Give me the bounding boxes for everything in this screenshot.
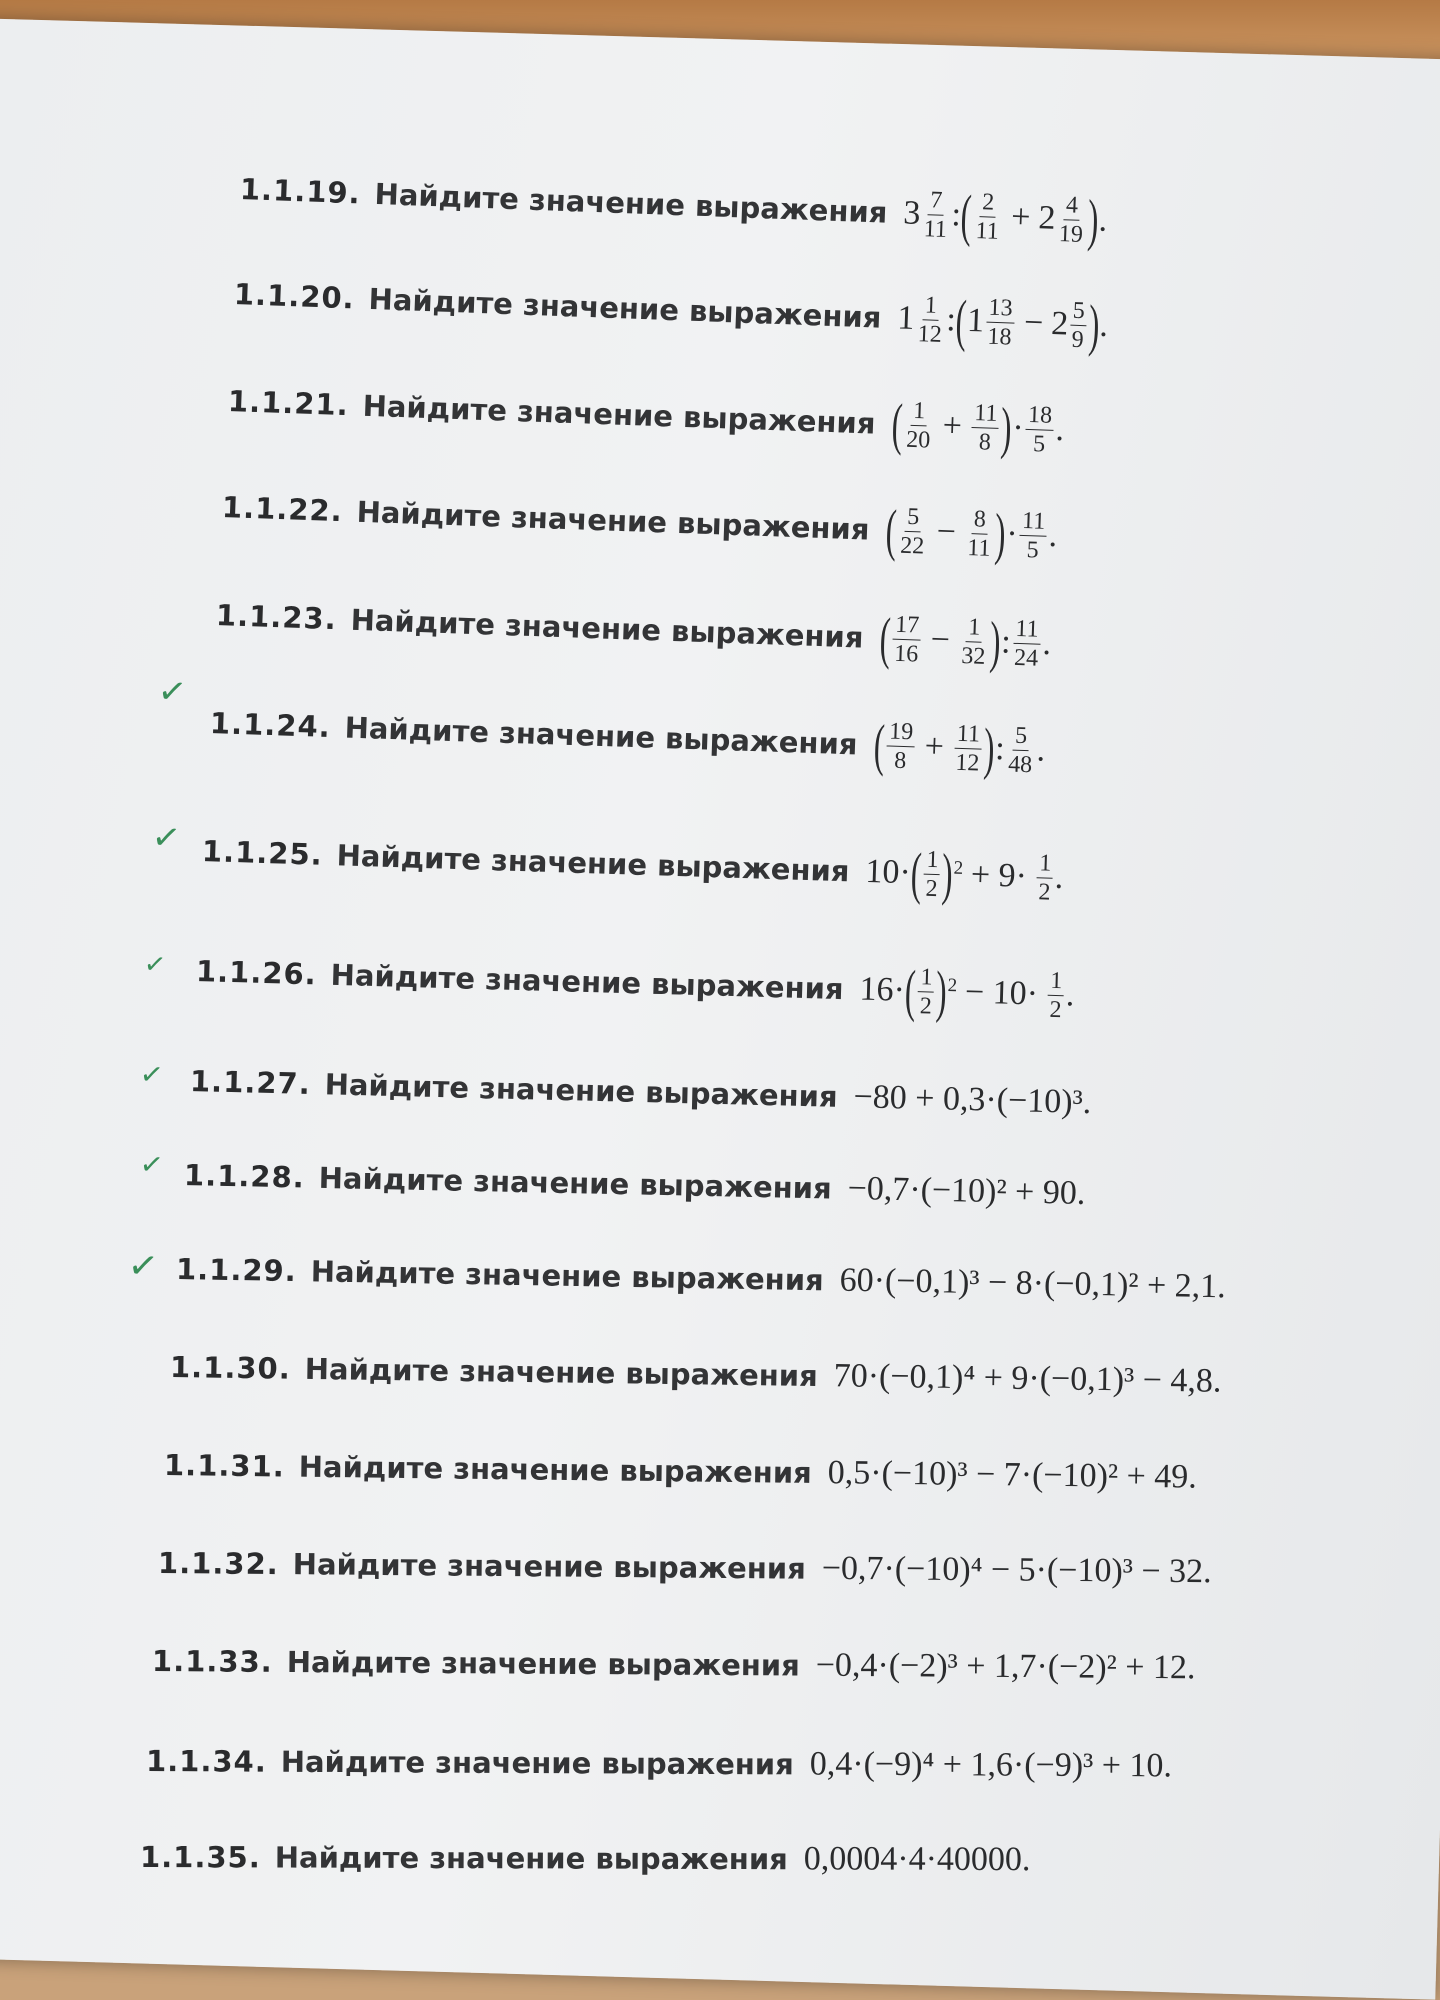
whole-part: 1 (896, 299, 916, 337)
math-expression: 70·(−0,1)⁴ + 9·(−0,1)³ − 4,8. (833, 1357, 1222, 1400)
numerator: 8 (971, 507, 988, 535)
problem-item (239, 160, 1108, 253)
problem-number: 1.1.26. (195, 954, 318, 992)
math-expression: −0,4·(−2)³ + 1,7·(−2)² + 12. (815, 1646, 1196, 1687)
math-expression: −0,7·(−10)² + 90. (847, 1169, 1086, 1212)
paren-open: ( (884, 497, 898, 563)
check-mark-icon: ✓ (125, 1244, 161, 1289)
math-expression (896, 287, 1109, 358)
operator: + 9· (970, 856, 1028, 895)
coefficient: 16· (859, 970, 906, 1009)
paren-open: ( (890, 391, 904, 457)
operator: − 10· (964, 973, 1039, 1013)
problem-text: Найдите значение выражения (304, 1351, 818, 1394)
numerator: 5 (1013, 723, 1030, 751)
check-mark-icon: ✓ (155, 670, 190, 714)
exponent: 2 (953, 857, 964, 879)
numerator: 18 (1026, 402, 1055, 430)
numerator: 1 (922, 293, 939, 321)
paren-open: ( (878, 605, 892, 671)
whole-part: 1 (966, 301, 985, 340)
paren-open: ( (904, 957, 917, 1024)
problem-number: 1.1.35. (139, 1840, 261, 1875)
denominator: 11 (923, 215, 948, 243)
operator: · (1011, 409, 1025, 447)
denominator: 5 (1032, 430, 1046, 458)
paren-close: ) (983, 715, 996, 782)
problem-item (233, 265, 1109, 358)
operator: + (942, 406, 963, 445)
denominator: 48 (1007, 750, 1033, 778)
fraction (1012, 616, 1042, 670)
numerator: 1 (924, 847, 941, 874)
problem-item (152, 1642, 1196, 1687)
problem-text: Найдите значение выражения (292, 1547, 806, 1586)
exponent: 2 (947, 974, 958, 997)
denominator: 12 (917, 320, 943, 348)
problem-item (227, 372, 1065, 459)
math-expression (878, 605, 1052, 675)
denominator: 32 (960, 642, 986, 670)
denominator: 5 (1026, 536, 1040, 564)
problem-item (209, 694, 1046, 780)
paren-close: ) (941, 841, 955, 907)
problem-text: Найдите значение выражения (350, 602, 865, 655)
whole-part: 3 (902, 194, 922, 232)
paren-open: ( (960, 182, 974, 248)
fraction (959, 614, 989, 668)
math-expression: −0,7·(−10)⁴ − 5·(−10)³ − 32. (821, 1549, 1212, 1591)
paren-open: ( (910, 840, 923, 906)
math-expression (872, 712, 1046, 782)
period: . (1054, 858, 1064, 897)
problem-number: 1.1.22. (221, 490, 344, 529)
math-expression: 0,4·(−9)⁴ + 1,6·(−9)³ + 10. (809, 1745, 1173, 1785)
math-expression (884, 497, 1058, 567)
problem-number: 1.1.28. (183, 1158, 306, 1195)
operator: − (930, 620, 951, 659)
paren-close: ) (1000, 395, 1014, 461)
problem-item (184, 1156, 1086, 1213)
paren-close: ) (994, 501, 1008, 567)
denominator: 20 (905, 426, 931, 454)
numerator: 7 (928, 188, 945, 216)
problem-item (176, 1250, 1226, 1306)
problem-number: 1.1.34. (145, 1744, 267, 1779)
problem-item (158, 1544, 1212, 1591)
operator: : (950, 196, 962, 234)
numerator: 11 (954, 721, 982, 749)
operator: − (936, 512, 957, 551)
problem-text: Найдите значение выражения (274, 1840, 788, 1877)
operator: + (924, 727, 945, 766)
problem-item (190, 1062, 1092, 1122)
numerator: 4 (1063, 193, 1080, 221)
denominator: 16 (893, 640, 919, 668)
numerator: 19 (887, 719, 916, 747)
problem-number: 1.1.32. (157, 1546, 279, 1582)
problem-text: Найдите значение выражения (336, 838, 851, 889)
problem-item (146, 1742, 1172, 1785)
period: . (1054, 410, 1065, 449)
numerator: 1 (966, 615, 983, 643)
problem-text: Найдите значение выражения (362, 388, 877, 441)
fraction (971, 400, 1000, 454)
fraction (1036, 851, 1054, 904)
problem-number: 1.1.19. (239, 172, 362, 211)
fraction (923, 847, 941, 900)
denominator: 2 (919, 992, 933, 1020)
problem-text: Найдите значение выражения (330, 957, 845, 1007)
fraction (1047, 968, 1064, 1021)
problem-text: Найдите значение выражения (368, 281, 883, 335)
period: . (1036, 731, 1046, 769)
paren-close: ) (1087, 292, 1101, 358)
whole-part: 2 (1050, 304, 1069, 343)
numerator: 11 (972, 400, 1000, 428)
fraction (1069, 298, 1087, 352)
denominator: 24 (1013, 644, 1039, 672)
period: . (1048, 516, 1058, 555)
math-expression (859, 957, 1076, 1025)
denominator: 2 (1038, 878, 1051, 906)
period: . (1065, 976, 1075, 1014)
problem-number: 1.1.31. (163, 1448, 285, 1484)
whole-part: 2 (1037, 199, 1057, 237)
fraction (965, 506, 994, 560)
denominator: 2 (925, 875, 939, 902)
fraction (973, 189, 1002, 243)
math-expression (902, 182, 1108, 253)
problem-number: 1.1.25. (201, 834, 324, 872)
problem-text: Найдите значение выражения (356, 494, 871, 547)
numerator: 2 (980, 190, 997, 218)
problem-item (221, 478, 1058, 565)
denominator: 11 (975, 217, 1000, 245)
operator: : (994, 730, 1006, 768)
math-expression: −80 + 0,3·(−10)³. (853, 1078, 1092, 1122)
paren-close: ) (989, 609, 1002, 675)
operator: : (1000, 623, 1012, 661)
operator: · (1005, 515, 1019, 553)
fraction (921, 188, 950, 242)
numerator: 1 (918, 965, 935, 992)
problem-text: Найдите значение выражения (324, 1067, 839, 1114)
denominator: 2 (1049, 996, 1062, 1023)
fraction (904, 398, 934, 452)
numerator: 1 (1037, 851, 1054, 878)
denominator: 8 (978, 428, 992, 456)
period: . (1098, 306, 1109, 345)
fraction (915, 293, 945, 347)
problem-number: 1.1.30. (169, 1350, 291, 1386)
problem-number: 1.1.29. (175, 1252, 298, 1289)
math-expression (864, 840, 1065, 907)
fraction (985, 295, 1015, 349)
denominator: 9 (1071, 326, 1085, 353)
paren-open: ( (872, 712, 886, 778)
numerator: 5 (1070, 298, 1087, 326)
fraction (898, 504, 928, 558)
denominator: 11 (966, 534, 991, 562)
problem-text: Найдите значение выражения (280, 1744, 794, 1782)
fraction (1056, 192, 1086, 246)
problem-number: 1.1.21. (227, 384, 350, 423)
denominator: 12 (955, 749, 980, 777)
paren-close: ) (1086, 187, 1100, 253)
math-expression: 0,5·(−10)³ − 7·(−10)² + 49. (827, 1454, 1197, 1496)
operator: + (1010, 198, 1032, 236)
problem-text: Найдите значение выражения (286, 1644, 800, 1683)
problem-text: Найдите значение выражения (318, 1160, 833, 1206)
denominator: 19 (1058, 220, 1084, 248)
numerator: 17 (893, 612, 922, 640)
check-mark-icon: ✓ (137, 1146, 166, 1183)
fraction (886, 719, 916, 773)
fraction (1006, 723, 1036, 777)
check-mark-icon: ✓ (137, 1056, 166, 1093)
problem-number: 1.1.20. (233, 277, 356, 316)
paren-open: ( (954, 287, 968, 353)
problem-item (164, 1446, 1197, 1497)
numerator: 5 (905, 504, 922, 532)
problem-item (195, 942, 1075, 1025)
problem-number: 1.1.24. (209, 706, 332, 744)
fraction (1025, 402, 1055, 456)
check-mark-icon: ✓ (149, 816, 184, 860)
problem-text: Найдите значение выражения (374, 176, 889, 230)
period: . (1098, 201, 1108, 239)
problem-item (170, 1348, 1222, 1401)
fraction (892, 612, 922, 666)
fraction (917, 965, 934, 1018)
denominator: 22 (899, 532, 925, 560)
coefficient: 10· (864, 852, 912, 892)
problem-text: Найдите значение выражения (298, 1449, 812, 1490)
problem-number: 1.1.27. (189, 1064, 312, 1101)
numerator: 11 (1013, 616, 1041, 644)
problem-text: Найдите значение выражения (310, 1254, 825, 1298)
math-expression: 0,0004·4·40000. (803, 1840, 1031, 1879)
problem-text: Найдите значение выражения (344, 710, 859, 762)
fraction (1019, 508, 1048, 562)
check-mark-icon: ✓ (142, 948, 168, 982)
numerator: 1 (1048, 968, 1065, 995)
operator: − (1023, 303, 1044, 342)
numerator: 1 (911, 398, 928, 426)
operator: : (945, 301, 957, 339)
problem-number: 1.1.33. (151, 1644, 273, 1679)
period: . (1041, 624, 1052, 663)
math-expression (890, 391, 1065, 461)
problem-number: 1.1.23. (215, 598, 338, 637)
fraction (953, 721, 983, 775)
numerator: 13 (986, 295, 1015, 323)
denominator: 18 (987, 323, 1013, 351)
problem-item (201, 822, 1064, 907)
problem-item (140, 1838, 1031, 1879)
denominator: 8 (893, 747, 907, 774)
paren-close: ) (935, 958, 949, 1024)
math-expression: 60·(−0,1)³ − 8·(−0,1)² + 2,1. (839, 1261, 1227, 1306)
numerator: 11 (1020, 508, 1048, 536)
problem-item (215, 586, 1052, 673)
